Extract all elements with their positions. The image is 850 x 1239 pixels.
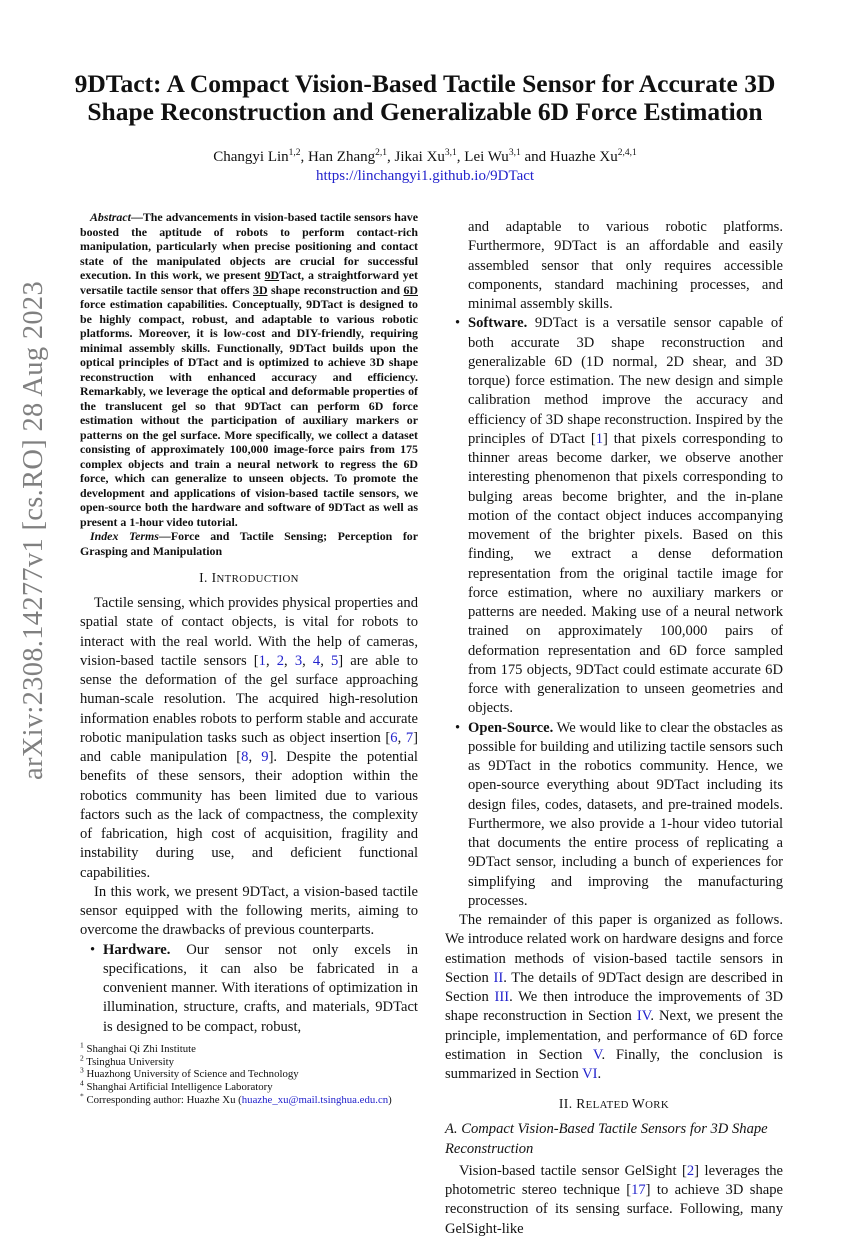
bullet-item: • Open-Source. We would like to clear the obstacles as possible for building and utilizing tactile sensors such as 9DTact in the robotics community. Hence, we open-source everything about 9DTact including its design files, codes, datasets, and pre-trained models. Furthermore, we also provide a 1-hour video tutorial that documents the entire process of replicating a 9DTact sensor, including a bunch of experiences for simplifying and improving the manufacturing processes. bbox=[468, 719, 783, 912]
body-paragraph: In this work, we present 9DTact, a vision-based tactile sensor equipped with the following merits, aiming to overcome the drawbacks of previous counterparts. bbox=[80, 883, 418, 939]
author-affiliation-mark: 2,4,1 bbox=[617, 148, 637, 158]
citation-link[interactable]: 4 bbox=[312, 652, 321, 669]
abstract-paragraph: Index Terms—Force and Tactile Sensing; Perception for Grasping and Manipulation bbox=[80, 529, 418, 558]
title-line-1: 9DTact: A Compact Vision-Based Tactile Sensor for Accurate 3D bbox=[74, 69, 776, 98]
author-name: Changyi Lin bbox=[213, 149, 289, 165]
footnote-text: Corresponding author: Huazhe Xu ( bbox=[86, 1093, 242, 1106]
bullet-heading: Open-Source. bbox=[468, 719, 554, 736]
author-name: Huazhe Xu bbox=[549, 149, 618, 165]
body-paragraph: Tactile sensing, which provides physical properties and spatial state of contact objects, is vital for robots to interact with the real world. With the help of cameras, vision-based tactile sensors [1, 2, 3, 4, 5] are able to sense the deformation of the gel surface approaching human-scale resolution. The acquired high-resolution information enables robots to perform stable and accurate robotic manipulation tasks such as object insertion [6, 7] and cable manipulation [8, 9]. Despite the potential benefits of these sensors, their adoption within the robotics community has been limited due to various factors such as the lack of compactness, the complexity of fabrication, high cost of acquisition, fragility and instability during use, and deficient functional capabilities. bbox=[80, 595, 419, 881]
bullet-item: • Hardware. Our sensor not only excels in specifications, it can also be fabricated in a convenient manner. With iterations of optimization in illumination, structure, crafts, and materials, 9DTact is designed to be compact, robust, bbox=[103, 941, 418, 1037]
right-column bbox=[445, 218, 783, 1239]
section-heading-smallcaps: NTRODUCTION bbox=[216, 573, 299, 585]
project-url-link[interactable]: https://linchangyi1.github.io/9DTact bbox=[315, 168, 535, 184]
author-affiliation-mark: 1,2 bbox=[288, 148, 301, 158]
section-heading: I. INTRODUCTION bbox=[199, 570, 299, 585]
section-label: Index Terms bbox=[90, 529, 159, 543]
footnote-mark: 2 bbox=[80, 1052, 84, 1062]
footnote-mark: * bbox=[80, 1091, 84, 1101]
citation-link[interactable]: 5 bbox=[330, 652, 339, 669]
footnote: * Corresponding author: Huazhe Xu (huazhe_xu@mail.tsinghua.edu.cn) bbox=[80, 1091, 392, 1106]
author-affiliation-mark: 3,1 bbox=[444, 148, 457, 158]
paper-title bbox=[40, 70, 810, 126]
abstract-paragraph: Abstract—The advancements in vision-based tactile sensors have boosted the aptitude of robots to perform contact-rich manipulation, particularly when precise positioning and contact state of the manipulated objects are crucial for successful execution. In this work, we present 9DTact, a straightforward yet versatile tactile sensor that offers 3D shape reconstruction and 6D force estimation capabilities. Conceptually, 9DTact is designed to be highly compact, robust, and adaptable to various robotic platforms. Moreover, it is low-cost and DIY-friendly, requiring minimal assembly skills. Functionally, 9DTact builds upon the optical principles of DTact and is optimized to achieve 3D shape reconstruction with enhanced accuracy and efficiency. Remarkably, we leverage the optical and deformable properties of the translucent gel so that 9DTact can perform 6D force estimation without the participation of auxiliary markers or patterns on the gel surface. More specifically, we collect a dataset consisting of approximately 100,000 image-force pairs from 175 complex objects and train a neural network to regress the 6D force, which can generalize to unseen objects. To promote the development and applications of vision-based tactile sensors, we open-source both the hardware and software of 9DTact as well as present a 1-hour video tutorial. bbox=[80, 210, 418, 529]
author-name: Jikai Xu bbox=[394, 149, 445, 165]
citation-link[interactable]: V bbox=[592, 1046, 602, 1063]
emphasis-underline: 3D bbox=[253, 282, 268, 297]
citation-link[interactable]: 9 bbox=[261, 749, 269, 765]
author-affiliation-mark: 3,1 bbox=[508, 148, 521, 158]
footnote bbox=[80, 1040, 425, 1056]
section-heading-smallcaps: ORK bbox=[645, 1099, 670, 1112]
footnote-text: Tsinghua University bbox=[86, 1055, 174, 1068]
citation-link[interactable]: 1 bbox=[595, 430, 603, 447]
bullet-list bbox=[80, 941, 418, 1037]
citation-link[interactable]: IV bbox=[636, 1008, 651, 1025]
citation-link[interactable]: 1 bbox=[258, 652, 266, 669]
section-label: Abstract bbox=[90, 210, 131, 224]
bullet-list bbox=[445, 218, 783, 911]
citation-link[interactable]: 6 bbox=[390, 729, 398, 746]
arxiv-identifier: arXiv:2308.14277v1 [cs.RO] 28 Aug 2023 bbox=[18, 280, 49, 780]
email-link[interactable]: huazhe_xu@mail.tsinghua.edu.cn bbox=[241, 1093, 389, 1106]
bullet-heading: Hardware. bbox=[103, 941, 171, 958]
citation-link[interactable]: III bbox=[494, 989, 510, 1005]
bullet-heading: Software. bbox=[468, 315, 528, 332]
citation-link[interactable]: 8 bbox=[241, 749, 249, 765]
citation-link[interactable]: 3 bbox=[294, 652, 303, 669]
citation-link[interactable]: 17 bbox=[631, 1182, 646, 1198]
footnote-text: Huazhong University of Science and Technology bbox=[86, 1068, 299, 1081]
body-paragraph: The remainder of this paper is organized as follows. We introduce related work on hardware designs and force estimation methods of vision-based tactile sensors in Section II. The details of 9DTact design are described in Section III. We then introduce the improvements of 3D shape reconstruction in Section IV. Next, we present the principle, implementation, and performance of 6D force estimation in Section V. Finally, the conclusion is summarized in Section VI. bbox=[445, 912, 783, 1082]
body-paragraph: Vision-based tactile sensor GelSight [2] leverages the photometric stereo technique [17] to achieve 3D shape reconstruction of its sensing surface. Following, many GelSight-like bbox=[445, 1162, 783, 1237]
emphasis-underline: 9D bbox=[264, 268, 280, 282]
author-name: Han Zhang bbox=[308, 149, 376, 165]
section-heading-smallcaps: ELATED bbox=[585, 1099, 632, 1112]
footnote bbox=[80, 1052, 425, 1069]
author-block bbox=[40, 148, 810, 186]
footnotes bbox=[80, 1040, 425, 1107]
left-column-body bbox=[80, 210, 418, 1037]
title-line-2: Shape Reconstruction and Generalizable 6D Force Estimation bbox=[87, 97, 763, 126]
section-heading: II. RELATED WORK bbox=[558, 1096, 670, 1112]
footnote bbox=[80, 1078, 425, 1094]
author-list: Changyi Lin$^{1,2}$, Han Zhang$^{2,1}$, Jikai Xu$^{3,1}$, Lei Wu$^{3,1}$ and Huazhe Xu$^{2,4,1}$ bbox=[213, 148, 637, 165]
footnote-mark: 3 bbox=[80, 1065, 84, 1075]
footnote-mark: 1 bbox=[80, 1040, 84, 1050]
left-column bbox=[80, 210, 418, 1107]
footnote-mark: 4 bbox=[80, 1078, 84, 1088]
footnote-text: Shanghai Qi Zhi Institute bbox=[86, 1042, 196, 1055]
citation-link[interactable]: VI bbox=[582, 1066, 598, 1082]
author-affiliation-mark: 2,1 bbox=[375, 148, 387, 158]
bullet-item: • Software. 9DTact is a versatile sensor capable of both accurate 3D shape reconstruction and generalizable 6D (1D normal, 2D shear, and 3D torque) force estimation. The new design and simple calibration method improve the accuracy and efficiency of 3D shape reconstruction. Inspired by the principles of DTact [1] that pixels corresponding to thinner areas become darker, we observe another interesting phenomenon that pixels corresponding to bulging areas become brighter, and the in-plane motion of the contact object induces accompanying movement of the brighter pixels. Based on this finding, we extract a dense deformation representation from the original tactile image for force estimation, where no auxiliary markers or patterns are needed. Making use of a neural network trained on approximately 100,000 pairs of deformation representation and 6D force sampled from 175 objects, 9DTact could estimate accurate 6D force with generalization to unseen geometries and objects. bbox=[468, 314, 783, 718]
bullet-item: and adaptable to various robotic platforms. Furthermore, 9DTact is an affordable and easily assembled sensor that only requires accessible components, standard machining processes, and minimal assembly skills. bbox=[468, 219, 783, 312]
citation-link[interactable]: 2 bbox=[686, 1162, 695, 1179]
footnote bbox=[80, 1065, 425, 1081]
citation-link[interactable]: 7 bbox=[405, 729, 414, 746]
citation-link[interactable]: 2 bbox=[276, 652, 285, 669]
author-name: Lei Wu bbox=[464, 149, 509, 165]
citation-link[interactable]: II bbox=[493, 969, 504, 986]
footnote-text: Shanghai Artificial Intelligence Laboratory bbox=[86, 1081, 273, 1094]
subsection-heading: A. Compact Vision-Based Tactile Sensors for 3D Shape Reconstruction bbox=[445, 1121, 768, 1157]
emphasis-underline: 6D bbox=[403, 282, 418, 297]
